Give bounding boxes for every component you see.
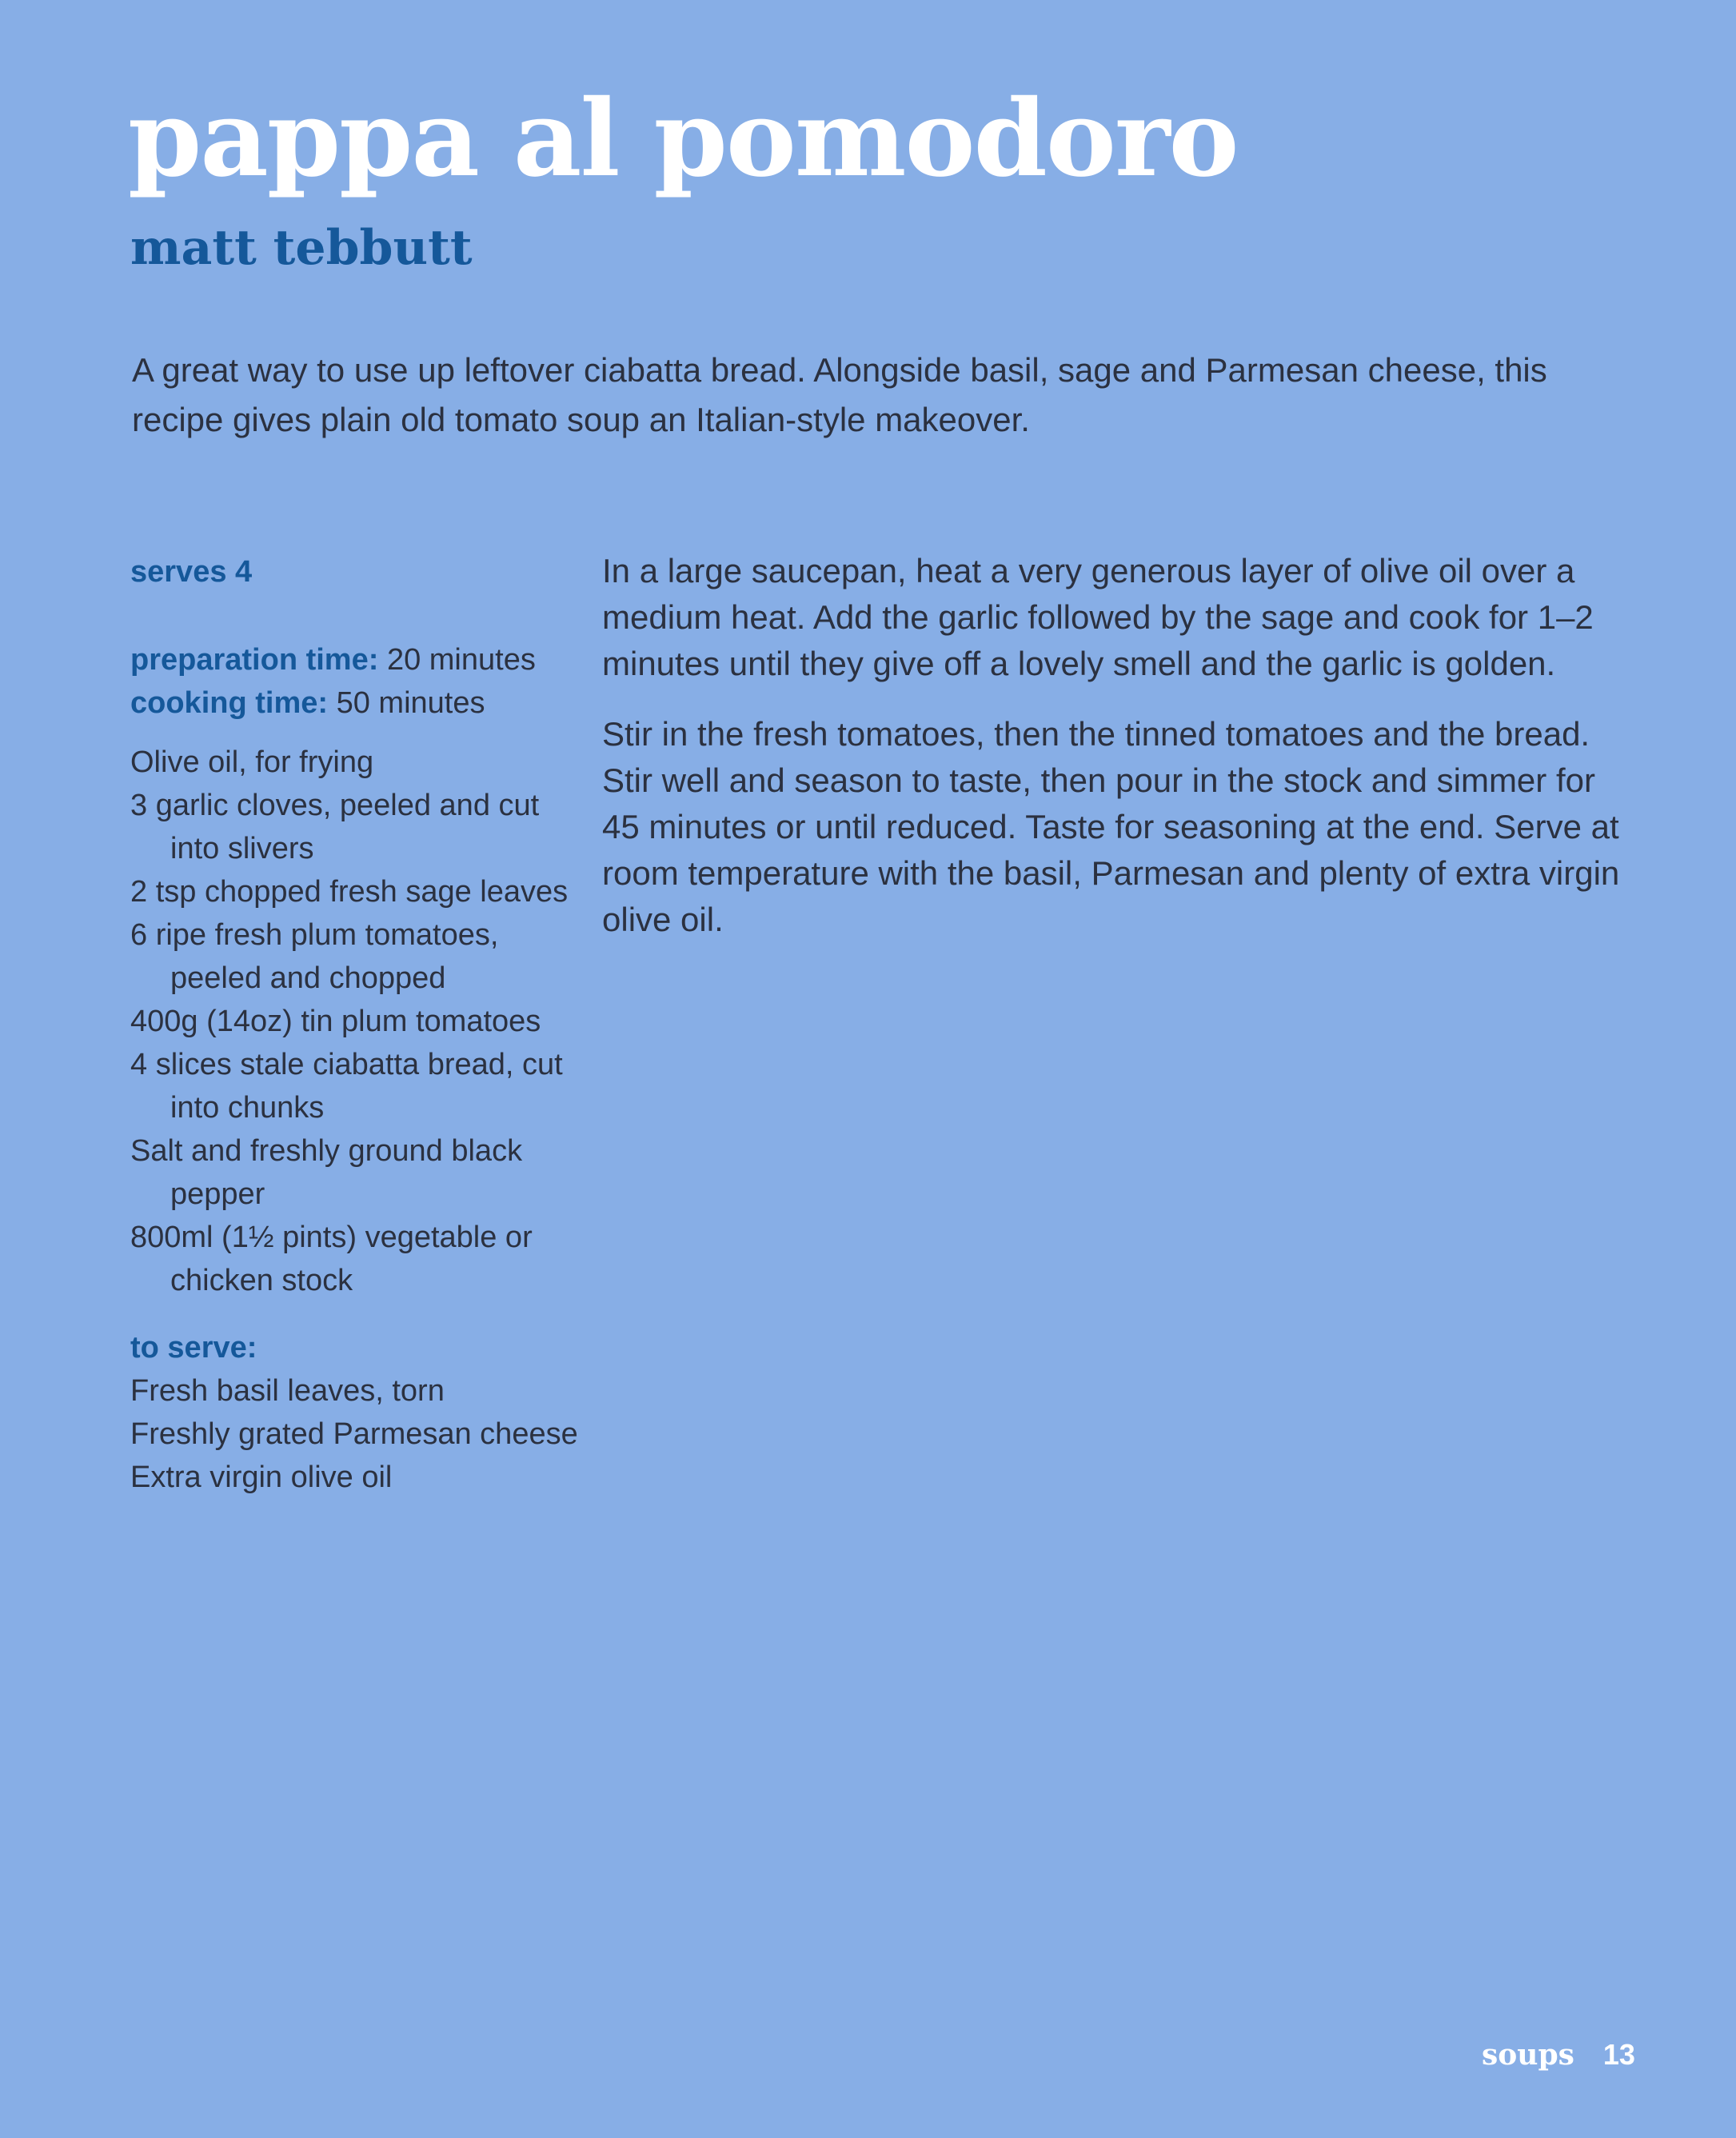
recipe-title: pappa al pomodoro — [128, 77, 1238, 201]
cook-time-label: cooking time: — [130, 686, 329, 720]
ingredient: 3 garlic cloves, peeled and cut into slivers — [130, 789, 540, 865]
to-serve-label: to serve: — [130, 1331, 257, 1365]
serving-item: Fresh basil leaves, torn — [130, 1374, 445, 1408]
cook-time — [130, 681, 578, 725]
serves: serves 4 — [130, 555, 253, 589]
prep-time-label: preparation time: — [130, 643, 379, 677]
method-step: Stir in the fresh tomatoes, then the tinned tomatoes and the bread. Stir well and season to taste, then pour in the stock and simmer for 45 minutes or until reduced. Taste for seasoning at the end. Serve at room temperature with the basil, Parmesan and plenty of extra virgin olive oil. — [602, 715, 1620, 938]
prep-time-value: 20 minutes — [378, 643, 536, 677]
page-number: 13 — [1602, 2038, 1635, 2071]
cook-time-value: 50 minutes — [328, 686, 485, 720]
times — [130, 638, 578, 725]
recipe-intro: A great way to use up leftover ciabatta bread. Alongside basil, sage and Parmesan cheese, this recipe gives plain old tomato soup an Italian-style makeover. — [132, 351, 1547, 438]
ingredient: 6 ripe fresh plum tomatoes, peeled and chopped — [130, 918, 499, 995]
ingredient: 2 tsp chopped fresh sage leaves — [130, 875, 569, 909]
ingredient: Salt and freshly ground black pepper — [130, 1134, 523, 1211]
ingredient: 800ml (1½ pints) vegetable or chicken stock — [130, 1221, 533, 1297]
method-step: In a large saucepan, heat a very generous layer of olive oil over a medium heat. Add the garlic followed by the sage and cook for 1–2 minutes until they give off a lovely smell and the garlic is golden. — [602, 552, 1594, 682]
ingredient-list — [130, 741, 578, 1302]
ingredient: 4 slices stale ciabatta bread, cut into chunks — [130, 1048, 563, 1125]
page-footer — [1482, 2038, 1635, 2072]
ingredients-column — [130, 550, 578, 1499]
serving-item: Freshly grated Parmesan cheese — [130, 1417, 578, 1451]
ingredient: 400g (14oz) tin plum tomatoes — [130, 1005, 541, 1038]
author-name: matt tebbutt — [130, 220, 473, 276]
ingredient: Olive oil, for frying — [130, 745, 374, 779]
to-serve-list — [130, 1369, 578, 1499]
prep-time — [130, 638, 578, 681]
section-name: soups — [1482, 2038, 1574, 2072]
method-column — [602, 548, 1642, 967]
serving-item: Extra virgin olive oil — [130, 1461, 393, 1494]
